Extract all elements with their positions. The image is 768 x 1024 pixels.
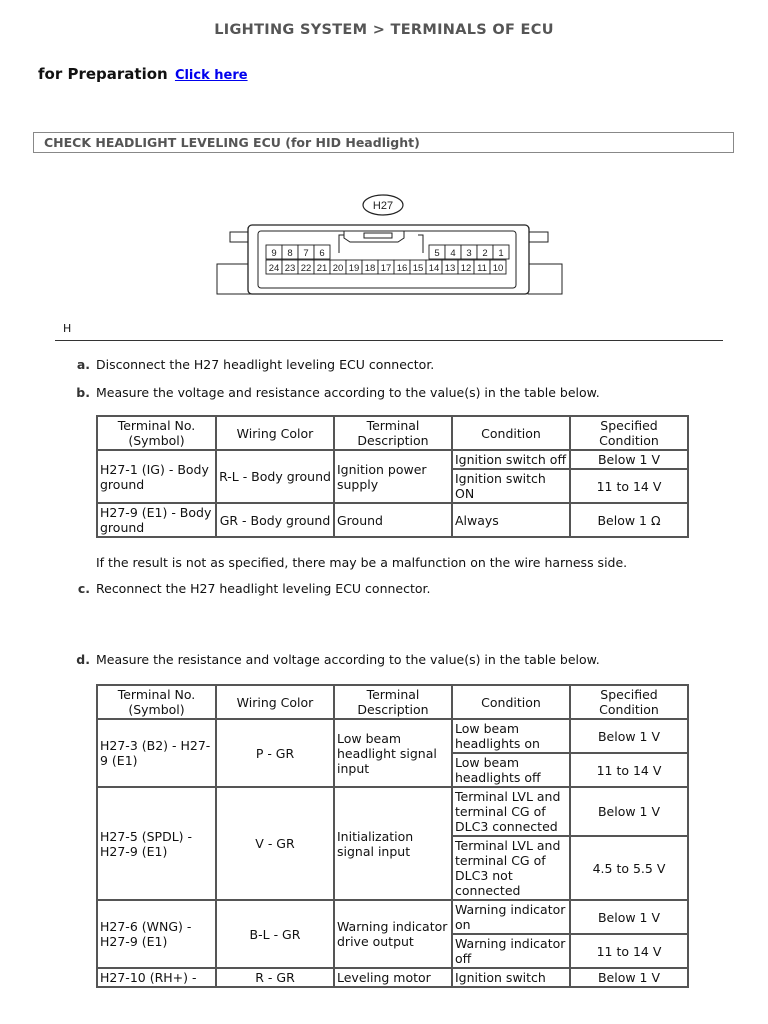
connector-pin-label: 7 bbox=[303, 248, 309, 259]
condition-cell: Always bbox=[452, 503, 570, 537]
connector-pin-label: 17 bbox=[380, 263, 392, 274]
step-d-marker: d. bbox=[76, 652, 90, 667]
terminal-description-cell: Initialization signal input bbox=[334, 787, 452, 900]
page-title: LIGHTING SYSTEM > TERMINALS OF ECU bbox=[214, 22, 554, 38]
connector-diagram bbox=[210, 190, 570, 300]
terminal-description-cell: Ground bbox=[334, 503, 452, 537]
connector-pin-label: 16 bbox=[396, 263, 408, 274]
wiring-color-cell: R - GR bbox=[216, 968, 334, 987]
connector-pin-label: 5 bbox=[434, 248, 440, 259]
connector-inner bbox=[258, 231, 516, 288]
condition-cell: Warning indicator off bbox=[452, 934, 570, 968]
header-wiring-color: Wiring Color bbox=[216, 416, 334, 450]
section-title: CHECK HEADLIGHT LEVELING ECU (for HID Headlight) bbox=[44, 135, 420, 150]
step-b-text: Measure the voltage and resistance according to the value(s) in the table below. bbox=[96, 385, 600, 400]
connector-pin-label: 9 bbox=[271, 248, 277, 259]
terminal-description-cell: Leveling motor bbox=[334, 968, 452, 987]
table-row bbox=[97, 719, 688, 753]
connector-pin-label: 24 bbox=[268, 263, 280, 274]
condition-cell: Ignition switch ON bbox=[452, 469, 570, 503]
connector-pin-label: 1 bbox=[498, 248, 504, 259]
connector-pin-label: 22 bbox=[300, 263, 312, 274]
terminal-description-cell: Warning indicator drive output bbox=[334, 900, 452, 968]
specified-condition-cell: Below 1 V bbox=[570, 450, 688, 469]
terminal-cell: H27-10 (RH+) - bbox=[97, 968, 216, 987]
header-terminal-description: Terminal Description bbox=[334, 416, 452, 450]
connector-pin-label: 6 bbox=[319, 248, 325, 259]
header-condition: Condition bbox=[452, 685, 570, 719]
step-d-text: Measure the resistance and voltage according to the value(s) in the table below. bbox=[96, 652, 600, 667]
header-wiring-color: Wiring Color bbox=[216, 685, 334, 719]
connector-pin-label: 19 bbox=[348, 263, 360, 274]
terminal-cell: H27-6 (WNG) - H27-9 (E1) bbox=[97, 900, 216, 968]
header-condition: Condition bbox=[452, 416, 570, 450]
condition-cell: Terminal LVL and terminal CG of DLC3 not connected bbox=[452, 836, 570, 900]
wiring-color-cell: GR - Body ground bbox=[216, 503, 334, 537]
connector-tab-left bbox=[230, 232, 250, 242]
table-row bbox=[97, 900, 688, 934]
terminal-cell: H27-3 (B2) - H27-9 (E1) bbox=[97, 719, 216, 787]
specified-condition-cell: Below 1 V bbox=[570, 787, 688, 836]
connector-pin-label: 13 bbox=[444, 263, 456, 274]
specified-condition-cell: Below 1 V bbox=[570, 900, 688, 934]
spec-table-2 bbox=[96, 684, 689, 988]
condition-cell: Ignition switch bbox=[452, 968, 570, 987]
wiring-color-cell: V - GR bbox=[216, 787, 334, 900]
specified-condition-cell: 4.5 to 5.5 V bbox=[570, 836, 688, 900]
connector-pin-label: 18 bbox=[364, 263, 376, 274]
connector-pin-label: 15 bbox=[412, 263, 424, 274]
terminal-description-cell: Low beam headlight signal input bbox=[334, 719, 452, 787]
connector-pin-label: 10 bbox=[492, 263, 504, 274]
header-specified-condition: Specified Condition bbox=[570, 685, 688, 719]
condition-cell: Terminal LVL and terminal CG of DLC3 connected bbox=[452, 787, 570, 836]
connector-pin-label: 23 bbox=[284, 263, 296, 274]
connector-pin-label: 14 bbox=[428, 263, 440, 274]
condition-cell: Ignition switch off bbox=[452, 450, 570, 469]
step-a-text: Disconnect the H27 headlight leveling ECU connector. bbox=[96, 357, 435, 372]
condition-cell: Warning indicator on bbox=[452, 900, 570, 934]
table-row bbox=[97, 450, 688, 469]
wiring-color-cell: R-L - Body ground bbox=[216, 450, 334, 503]
specified-condition-cell: Below 1 Ω bbox=[570, 503, 688, 537]
spec-table-1 bbox=[96, 415, 689, 538]
connector-pin-label: 20 bbox=[332, 263, 344, 274]
connector-flange-left bbox=[217, 264, 251, 294]
specified-condition-cell: 11 to 14 V bbox=[570, 469, 688, 503]
preparation-link[interactable]: Click here bbox=[174, 68, 248, 83]
connector-latch-bar bbox=[364, 233, 392, 238]
table-row bbox=[97, 968, 688, 987]
table-row bbox=[97, 503, 688, 537]
step-a bbox=[60, 357, 434, 372]
connector-pin-label: 4 bbox=[450, 248, 456, 259]
terminal-cell: H27-1 (IG) - Body ground bbox=[97, 450, 216, 503]
connector-pin-label: 21 bbox=[316, 263, 328, 274]
specified-condition-cell: 11 to 14 V bbox=[570, 934, 688, 968]
header-specified-condition: Specified Condition bbox=[570, 416, 688, 450]
connector-pin-label: 3 bbox=[466, 248, 472, 259]
header-terminal: Terminal No. (Symbol) bbox=[97, 685, 216, 719]
h-label: H bbox=[63, 322, 72, 335]
terminal-cell: H27-9 (E1) - Body ground bbox=[97, 503, 216, 537]
specified-condition-cell: Below 1 V bbox=[570, 968, 688, 987]
preparation-label: for Preparation bbox=[38, 65, 168, 83]
connector-label: H27 bbox=[372, 200, 394, 212]
condition-cell: Low beam headlights on bbox=[452, 719, 570, 753]
terminal-description-cell: Ignition power supply bbox=[334, 450, 452, 503]
result-note: If the result is not as specified, there may be a malfunction on the wire harness side. bbox=[96, 555, 628, 570]
connector-pin-label: 12 bbox=[460, 263, 472, 274]
wiring-color-cell: P - GR bbox=[216, 719, 334, 787]
connector-flange-right bbox=[528, 264, 562, 294]
header-terminal-description: Terminal Description bbox=[334, 685, 452, 719]
connector-pin-label: 2 bbox=[482, 248, 488, 259]
specified-condition-cell: Below 1 V bbox=[570, 719, 688, 753]
specified-condition-cell: 11 to 14 V bbox=[570, 753, 688, 787]
step-b bbox=[60, 385, 600, 400]
step-c-text: Reconnect the H27 headlight leveling ECU connector. bbox=[96, 581, 431, 596]
header-terminal: Terminal No. (Symbol) bbox=[97, 416, 216, 450]
connector-pin-label: 8 bbox=[287, 248, 293, 259]
table-row bbox=[97, 787, 688, 836]
step-a-marker: a. bbox=[76, 357, 90, 372]
divider bbox=[55, 340, 723, 341]
condition-cell: Low beam headlights off bbox=[452, 753, 570, 787]
wiring-color-cell: B-L - GR bbox=[216, 900, 334, 968]
step-d bbox=[60, 652, 600, 667]
step-b-marker: b. bbox=[76, 385, 90, 400]
step-c-marker: c. bbox=[77, 581, 90, 596]
connector-tab-right bbox=[528, 232, 548, 242]
terminal-cell: H27-5 (SPDL) - H27-9 (E1) bbox=[97, 787, 216, 900]
step-c bbox=[60, 581, 431, 596]
connector-pin-label: 11 bbox=[477, 263, 487, 274]
section-heading bbox=[33, 132, 734, 153]
preparation-line bbox=[38, 65, 248, 83]
